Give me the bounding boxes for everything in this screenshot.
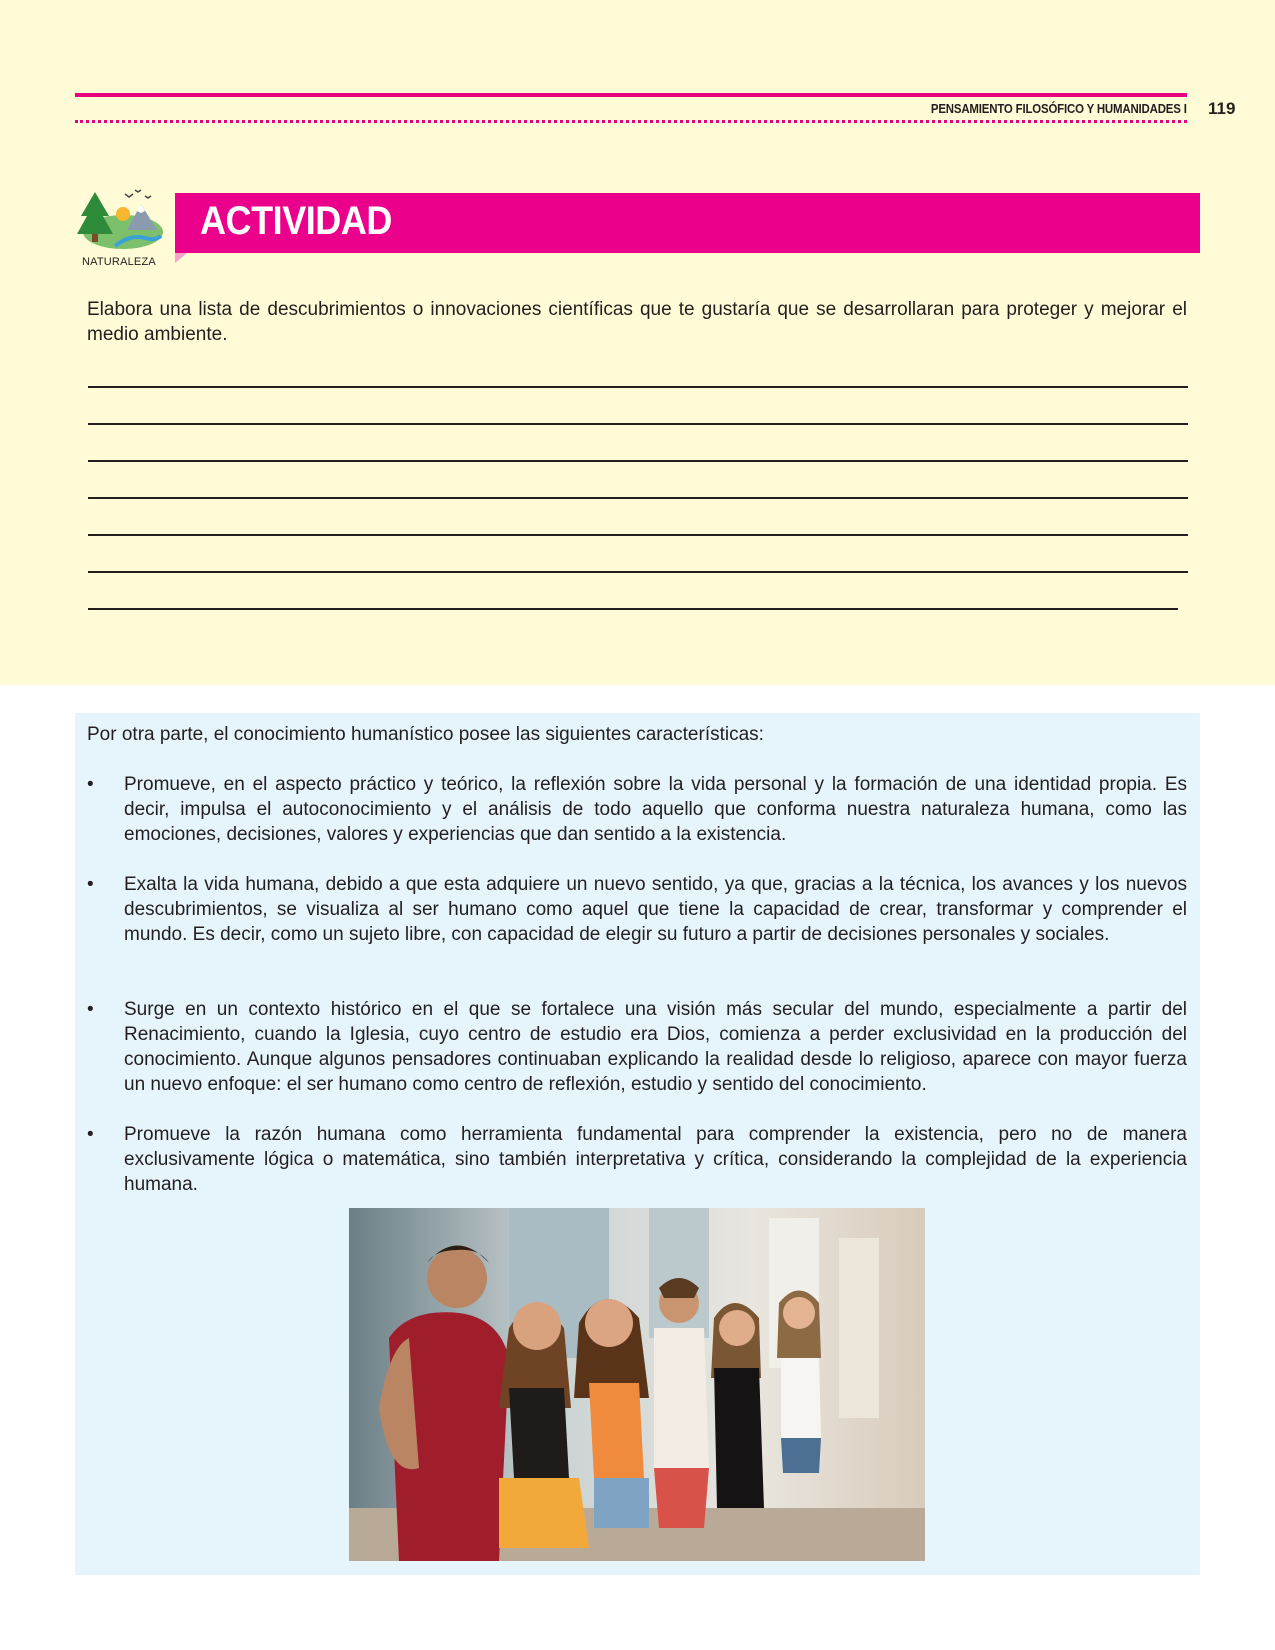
group-of-friends-photo: [349, 1208, 925, 1561]
bullet-icon: •: [87, 774, 94, 795]
bullet-text: Exalta la vida humana, debido a que esta adquiere un nuevo sentido, ya que, gracias a la técnica, los avances y los nuevos descubrimientos, se visualiza al ser humano como aquel que tiene la capacidad de crear, transformar y comprender el mundo. Es decir, como un sujeto libre, con capacidad de elegir su futuro a partir de decisiones personales y sociales.: [124, 874, 1187, 945]
bullet-icon: •: [87, 874, 94, 895]
bullet-text: Promueve la razón humana como herramienta fundamental para comprender la existencia, pero no de manera exclusivamente lógica o matemática, sino también interpretativa y crítica, considerando la complejidad de la experiencia humana.: [124, 1124, 1187, 1195]
list-item: [87, 772, 1187, 847]
answer-line[interactable]: [88, 571, 1188, 573]
list-item: [87, 1122, 1187, 1197]
answer-line[interactable]: [88, 386, 1188, 388]
banner-fold: [175, 253, 187, 263]
activity-prompt: Elabora una lista de descubrimientos o innovaciones científicas que te gustaría que se desarrollaran para proteger y mejorar el medio ambiente.: [87, 299, 1187, 345]
bullet-icon: •: [87, 1124, 94, 1145]
activity-title: ACTIVIDAD: [200, 199, 392, 243]
list-item: [87, 872, 1187, 947]
icon-label: NATURALEZA: [82, 256, 156, 268]
answer-line[interactable]: [88, 423, 1188, 425]
page-number: 119: [1208, 99, 1236, 118]
bullet-icon: •: [87, 999, 94, 1020]
bullet-text: Surge en un contexto histórico en el que se fortalece una visión más secular del mundo, especialmente a partir del Renacimiento, cuando la Iglesia, cuyo centro de estudio era Dios, comienza a perder exclusividad en la producción del conocimiento. Aunque algunos pensadores continuaban explicando la realidad desde lo religioso, aparece con mayor fuerza un nuevo enfoque: el ser humano como centro de reflexión, estudio y sentido del conocimiento.: [124, 999, 1187, 1095]
answer-line[interactable]: [88, 460, 1188, 462]
header-dotted-rule: [75, 120, 1187, 123]
answer-line[interactable]: [88, 608, 1178, 610]
answer-line[interactable]: [88, 534, 1188, 536]
intro-paragraph: Por otra parte, el conocimiento humanístico posee las siguientes características:: [87, 724, 764, 745]
header-rule: [75, 93, 1187, 97]
list-item: [87, 997, 1187, 1097]
bullet-text: Promueve, en el aspecto práctico y teórico, la reflexión sobre la vida personal y la formación de una identidad propia. Es decir, impulsa el autoconocimiento y el análisis de todo aquello que conforma nuestra naturaleza humana, como las emociones, decisiones, valores y experiencias que dan sentido a la existencia.: [124, 774, 1187, 845]
answer-line[interactable]: [88, 497, 1188, 499]
nature-landscape-icon: [75, 186, 165, 252]
running-head: PENSAMIENTO FILOSÓFICO Y HUMANIDADES I: [931, 101, 1187, 116]
